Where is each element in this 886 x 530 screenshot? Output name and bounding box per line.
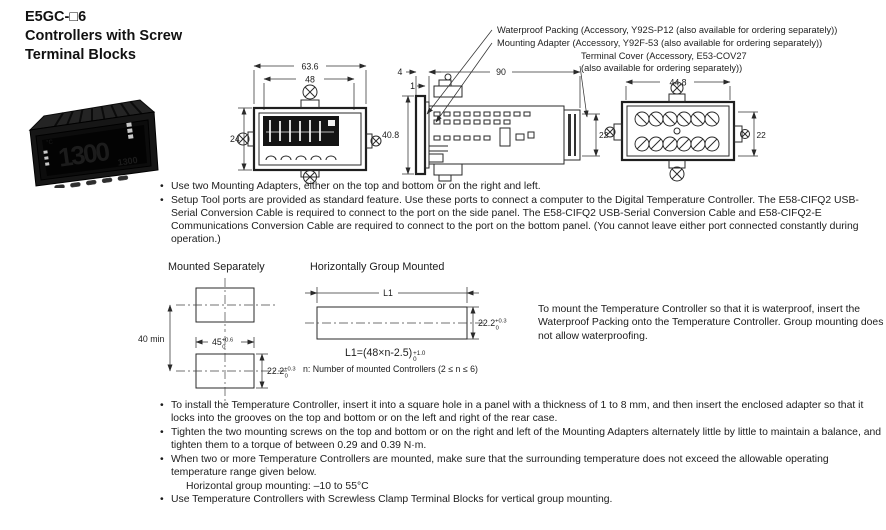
note-mounting-adapters	[160, 180, 884, 193]
dim-front-bezel-width: 48	[305, 74, 315, 85]
callout-terminal-cover-line1: Terminal Cover (Accessory, E53-COV27	[581, 51, 747, 61]
note-surrounding-temperature	[160, 453, 886, 479]
heading-mounted-separately: Mounted Separately	[168, 261, 265, 273]
dim-group-height: $22.2^{+0.3}$ 0	[478, 318, 507, 332]
note-text: Use Temperature Controllers with Screwless Clamp Terminal Blocks for vertical group mounting.	[171, 493, 613, 505]
callout-waterproof-packing: Waterproof Packing (Accessory, Y92S-P12 (also available for ordering separately))	[497, 25, 838, 35]
bullet: •	[160, 426, 164, 438]
side-view-drawing	[382, 56, 610, 184]
n-definition-note: n: Number of mounted Controllers (2 ≤ n ≤ 6)	[303, 364, 478, 374]
callout-mounting-adapter: Mounting Adapter (Accessory, Y92F-53 (also available for ordering separately))	[497, 38, 823, 48]
dim-side-height: 40.8	[382, 130, 400, 140]
rear-body-outline	[622, 102, 734, 160]
note-text: To install the Temperature Controller, insert it into a square hole in a panel with a thickness of 1 to 8 mm, and then insert the enclosed adapter so that it locks into the grooves on the top and bottom or on the left and right of the rear case.	[171, 400, 864, 425]
bullet: •	[160, 493, 164, 505]
dim-side-packing: 1	[410, 81, 415, 91]
panel-cutout-group-diagram	[303, 283, 523, 355]
side-mounting-adapter-top	[434, 74, 462, 97]
dim-rear-height: 22	[756, 130, 766, 140]
rear-screw-bottom	[669, 160, 685, 181]
display-unit-indicator: °C	[45, 139, 54, 147]
front-view-drawing	[230, 58, 382, 184]
callout-terminal-cover-line2: (also available for ordering separately))	[581, 63, 743, 73]
side-front-bezel	[416, 96, 425, 174]
mounting-screw-top	[301, 85, 319, 108]
bullet: •	[160, 453, 164, 465]
title-line-3: Terminal Blocks	[25, 47, 136, 63]
note-text: Use two Mounting Adapters, either on the top and bottom or on the right and left.	[171, 181, 541, 192]
note-text: Tighten the two mounting screws on the top and bottom or on the right and left of the Mounting Adapters alternately little by little to maintain a balance, and tighten them to a torque of between 0.29 and 0.39 N·m.	[171, 426, 882, 452]
note-horizontal-group-range: Horizontal group mounting: –10 to 55°C	[186, 480, 369, 492]
formula-tolerance: +1.0 0	[413, 350, 426, 364]
side-vent-pattern	[429, 112, 534, 162]
formula-text: L1=(48×n-2.5)	[345, 347, 413, 359]
dim-cutout-height: $22.2^{+0.3}$ 0	[267, 366, 296, 380]
rear-clip-left	[605, 124, 622, 140]
notes-bottom	[160, 399, 886, 506]
product-photo	[18, 80, 168, 188]
title-line-1: E5GC-□6	[25, 9, 87, 25]
side-body	[429, 106, 564, 164]
side-terminal-cover	[564, 110, 580, 160]
bullet: •	[160, 400, 164, 411]
side-mounting-adapter-bottom	[434, 164, 462, 181]
dim-rear-width: 44.8	[669, 77, 687, 88]
rear-view-drawing	[598, 72, 766, 184]
front-display-window	[263, 116, 339, 146]
note-screwless-clamp	[160, 493, 886, 506]
terminal-screws	[635, 112, 719, 151]
panel-cutout-separate-diagram	[138, 278, 316, 406]
dim-side-depth: 90	[496, 67, 506, 77]
front-buttons-row	[266, 156, 336, 160]
dim-side-rear-height: 22	[599, 130, 609, 140]
dim-front-height: 24	[230, 134, 240, 144]
note-text: When two or more Temperature Controllers are mounted, make sure that the surrounding temperature does not exceed the allowable operating temperature range given below.	[171, 453, 829, 479]
note-tighten-screws	[160, 426, 886, 452]
dim-front-outer-width: 63.6	[301, 61, 319, 72]
l1-formula	[345, 347, 425, 364]
notes-top	[160, 180, 884, 247]
mounting-screw-right	[366, 134, 381, 148]
display-pv-value: 1300	[56, 136, 110, 173]
dim-cutout-pitch: 40 min	[138, 334, 165, 344]
bullet: •	[160, 181, 164, 192]
dim-cutout-width: $45^{+0.6}$ 0	[212, 337, 234, 351]
title-line-2: Controllers with Screw	[25, 28, 183, 44]
note-text: Setup Tool ports are provided as standard feature. Use these ports to connect a computer to the Digital Temperature Controller. The E58-CIFQ2 USB-Serial Conversion Cable is required to connect to the port on the side panel. The E58-CIFQ2 USB-Serial Conversion Cable and E58-CIFQ2-E Communications Conversion Cable are required to connect to the port on the bottom panel. (You cannot leave either port connected constantly during operation.)	[171, 194, 859, 246]
note-setup-tool-ports	[160, 194, 884, 247]
page-title	[25, 8, 182, 65]
rear-clip-right	[734, 126, 750, 142]
note-install	[160, 399, 886, 425]
heading-group-mounted: Horizontally Group Mounted	[310, 261, 445, 273]
waterproof-note: To mount the Temperature Controller so that it is waterproof, insert the Waterproof Packing onto the Temperature Controller. Group mounting does not allow waterproofing.	[538, 304, 884, 342]
dim-l1-label: L1	[383, 288, 393, 298]
dim-side-front-depth: 4	[397, 67, 403, 77]
display-sv-value: 1300	[116, 154, 139, 168]
bullet: •	[160, 194, 164, 206]
